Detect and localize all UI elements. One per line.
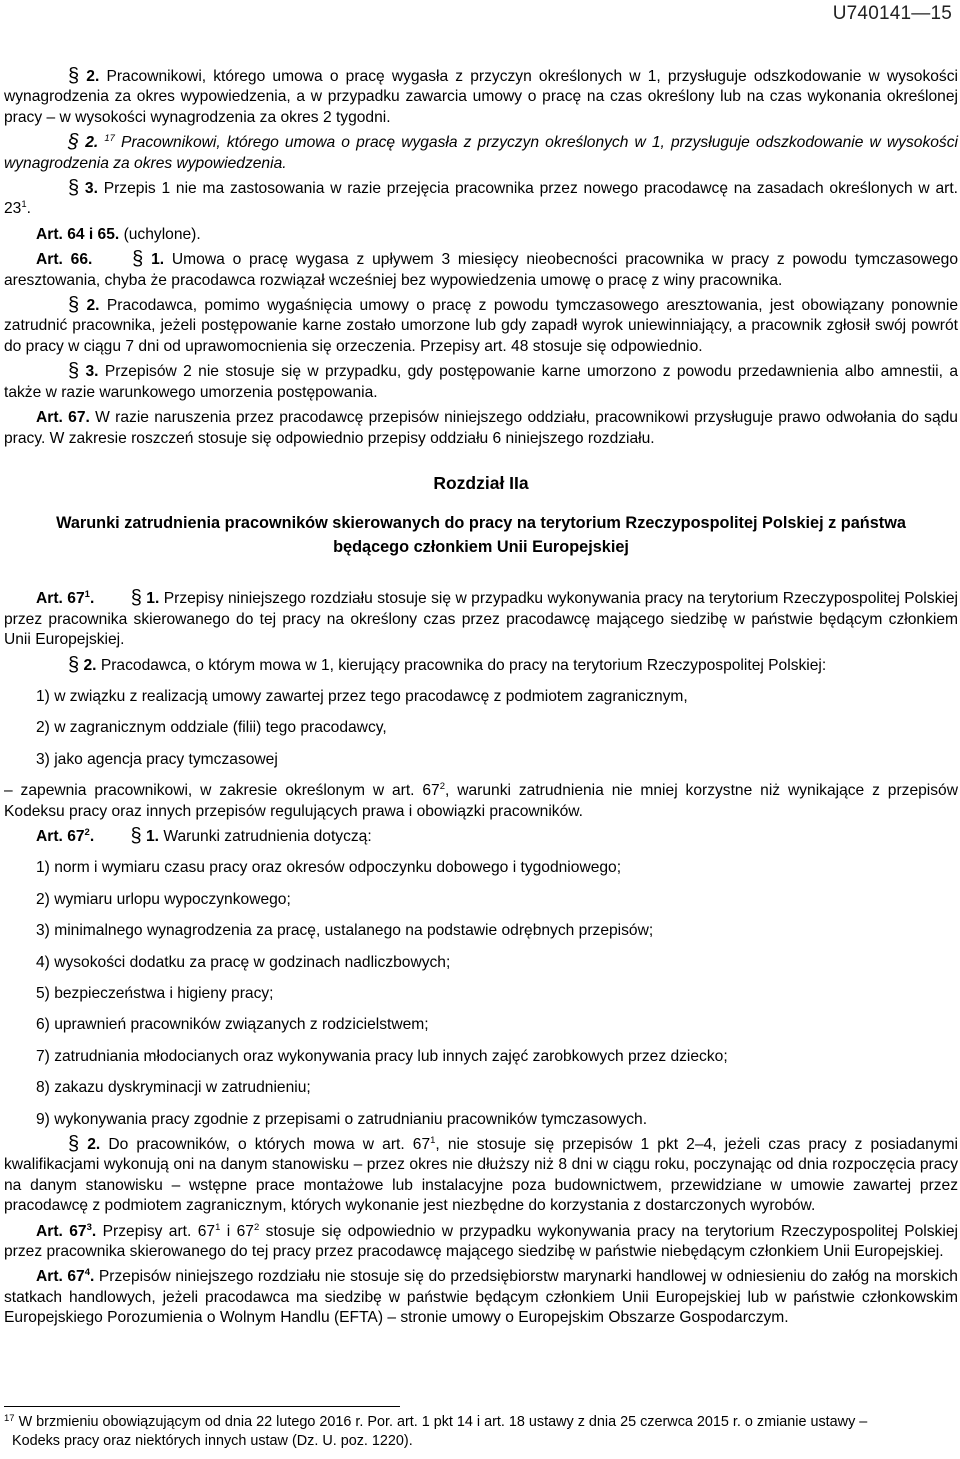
paragraph-mark: 1. [146,827,160,845]
footnote-ref[interactable]: 17 [104,133,115,145]
article-label: Art. 67. [36,409,90,427]
footnote-separator [4,1406,400,1407]
section-sign-icon: § [68,294,80,317]
paragraph-mark: 2. [86,68,100,85]
paragraph-tail: . [26,200,31,218]
art67-1-closing-clause: – zapewnia pracownikowi, w zakresie określonym w art. $67^2$, warunki zatrudnienia nie mniej korzystne niż wynikające z przepisów Kodeksu pracy oraz innych przepisów regulujących prawa i obowiązki pracowników. [4,781,958,820]
footnote [4,1413,958,1451]
art67-4 [4,1267,958,1328]
article-label: Art. 66. [36,251,93,269]
chapter-title: Rozdział IIa [433,472,529,493]
footnote-number: 17 [4,1413,15,1424]
paragraph-text: Przepis 1 nie ma zastosowania w razie przejęcia pracownika przez nowego pracodawcę na zasadach określonych w art. 23 [4,180,958,218]
list-item: 3) jako agencja pracy tymczasowej [36,750,278,768]
art64-paragraph-2 [4,67,958,128]
section-sign-icon: § [68,1133,80,1156]
art64-paragraph-3 [4,179,958,220]
document-body [4,67,958,1329]
paragraph-mark: 2. [85,134,99,152]
paragraph-mark: 3. [85,363,99,381]
list-item: 4) wysokości dodatku za pracę w godzinach nadliczbowych; [36,953,451,971]
list-item: 3) minimalnego wynagrodzenia za pracę, ustalanego na podstawie odrębnych przepisów; [36,922,654,940]
art66-paragraph-2 [4,296,958,357]
list-item: 6) uprawnień pracowników związanych z rodzicielstwem; [36,1016,429,1034]
list-item: 1) w związku z realizacją umowy zawartej przez tego pracodawcę z podmiotem zagranicznym, [36,687,688,705]
art66-paragraph-3 [4,362,958,403]
list-item: 9) wykonywania pracy zgodnie z przepisami o zatrudnianiu pracowników tymczasowych. [36,1110,648,1128]
paragraph-mark: 1. [146,590,160,608]
section-sign-icon: § [68,177,80,200]
section-sign-icon: § [68,653,80,676]
article-text: Przepisów niniejszego rozdziału nie stosuje się do przedsiębiorstw marynarki handlowej w odniesieniu do załóg na morskich statkach handlowych, jeżeli pracodawca ma siedzibę w państwie będącym członkiem Unii Europejskiej lub w państwie członkowskim Europejskiego Porozumienia o Wolnym Handlu (EFTA) – stronie umowy o Europejskim Obszarze Gospodarczym. [4,1268,958,1327]
chapter-subtitle-line-2: będącego członkiem Unii Europejskiej [333,538,629,557]
art64-paragraph-2-new [4,133,958,174]
page-header: U740141—15 [832,3,952,24]
article-label: Art. $67^2$. [36,826,95,845]
section-sign-icon: § [132,248,144,271]
article-label: Art. $67^4$. [36,1267,95,1286]
paragraph-text: Pracownikowi, którego umowa o pracę wygasła z przyczyn określonych w 1, przysługuje odszkodowanie w wysokości wynagrodzenia za okres wypowiedzenia. [4,134,958,172]
paragraph-text: Pracownikowi, którego umowa o pracę wygasła z przyczyn określonych w 1, przysługuje odszkodowanie w wysokości wynagrodzenia za okres wypowiedzenia, a w przypadku zawarcia umowy o pracę na czas określony lub na czas wykonania określonej pracy – w wysokości wynagrodzenia za okres 2 tygodni. [4,68,958,126]
paragraph-mark: 2. [83,656,97,674]
list-item: 7) zatrudniania młodocianych oraz wykonywania pracy lub innych zajęć zarobkowych przez dziecko; [36,1047,728,1065]
list-item: 5) bezpieczeństwa i higieny pracy; [36,985,274,1002]
paragraph-mark: 3. [84,180,98,198]
article-label: Art. $67^3$. [36,1221,97,1240]
list-item: 1) norm i wymiaru czasu pracy oraz okresów odpoczynku dobowego i tygodniowego; [36,859,622,877]
paragraph-text: Pracodawca, pomimo wygaśnięcia umowy o pracę z powodu tymczasowego aresztowania, jest obowiązany ponownie zatrudnić pracownika, jeżeli postępowanie karne zostało umorzone lub gdy zapadł wyrok uniewinniający, a pracownik zgłosił swój powrót do pracy w ciągu 7 dni od uprawomocnienia się orzeczenia. Przepisy art. 48 stosuje się odpowiednio. [4,297,958,355]
paragraph-mark: 2. [86,297,100,315]
list-item: 2) wymiaru urlopu wypoczynkowego; [36,890,291,908]
paragraph-text: Umowa o pracę wygasa z upływem 3 miesięcy nieobecności pracownika w pracy z powodu tymczasowego aresztowania, chyba że pracodawca rozwiązał wcześniej bez wypowiedzenia umowę o pracę z winy pracownika. [4,251,959,289]
chapter-subtitle-line-1: Warunki zatrudnienia pracowników skierowanych do pracy na terytorium Rzeczypospolitej Polskiej z państwa [56,514,906,533]
art67-3: Art. $67^3$. Przepisy art. $67^1$ i $67^2$ stosuje się odpowiednio w przypadku wykonywania pracy na terytorium Rzeczypospolitej Polskiej przez pracownika skierowanego do tej pracy przez pracodawcę mającego siedzibę w państwie niebędącym członkiem Unii Europejskiej. [4,1221,958,1261]
superscript: 1 [21,199,27,211]
paragraph-text: Warunki zatrudnienia dotyczą: [163,827,372,845]
art66-paragraph-1 [4,250,958,291]
article-label: Art. 64 i 65. [36,225,120,243]
art67 [4,408,958,449]
art67-2-paragraph-1 [4,824,958,847]
paragraph-text: Przepisów 2 nie stosuje się w przypadku, gdy postępowanie karne umorzono z powodu przedawnienia albo amnestii, a także w razie warunkowego umorzenia postępowania. [4,363,958,401]
list-item: 2) w zagranicznym oddziale (filii) tego pracodawcy, [36,719,387,737]
footnote-line-1: $^{17}$ W brzmieniu obowiązującym od dnia 22 lutego 2016 r. Por. art. 1 pkt 14 i art. 18 ustawy z dnia 25 czerwca 2015 r. o zmianie ustawy – [4,1413,868,1430]
chapter-subtitle [4,511,958,559]
art67-1-paragraph-1 [4,589,958,650]
art67-2-paragraph-2: § 2. Do pracowników, o których mowa w art. $67^1$, nie stosuje się przepisów 1 pkt 2–4, jeżeli czas pracy z posiadanymi kwalifikacjami wykonują oni na danym stanowisku – przez okres nie dłuższy niż 8 dni w ciągu roku, poczynając od dnia rozpoczęcia pracy na danym stanowisku – wstępne prace montażowe lub instalacyjne poza budownictwem, przewidziane w umowie zawartej przez pracodawcę z podmiotem zagranicznym, których wykonanie jest niezbędne do korzystania z dostarczonych wyrobów. [4,1133,958,1215]
paragraph-text: Pracodawca, o którym mowa w 1, kierujący pracownika do pracy na terytorium Rzeczypospolitej Polskiej: [100,656,827,674]
section-sign-icon: § [68,131,80,154]
art67-1-paragraph-2 [4,653,958,676]
section-sign-icon: § [68,65,80,87]
paragraph-text: Przepisy niniejszego rozdziału stosuje się w przypadku wykonywania pracy na terytorium Rzeczypospolitej Polskiej przez pracownika skierowanego do tej pracy na określony czas przez pracodawcę mającego siedzibę w państwie będącym członkiem Unii Europejskiej. [4,590,958,649]
list-item: 8) zakazu dyskryminacji w zatrudnieniu; [36,1079,311,1097]
paragraph-mark: 1. [151,251,165,269]
section-sign-icon: § [130,587,142,610]
section-sign-icon: § [68,360,80,383]
art64-65 [4,225,958,245]
article-text: (uchylone). [123,225,201,243]
article-label: Art. $67^1$. [36,589,95,608]
footnote-line-2: Kodeks pracy oraz niektórych innych ustaw (Dz. U. poz. 1220). [12,1433,413,1449]
section-sign-icon: § [130,824,142,847]
paragraph-mark: 2. [87,1136,101,1154]
article-text: W razie naruszenia przez pracodawcę przepisów niniejszego oddziału, pracownikowi przysługuje prawo odwołania do sądu pracy. W zakresie roszczeń stosuje się odpowiednio przepisy oddziału 6 niniejszego rozdziału. [4,409,958,447]
